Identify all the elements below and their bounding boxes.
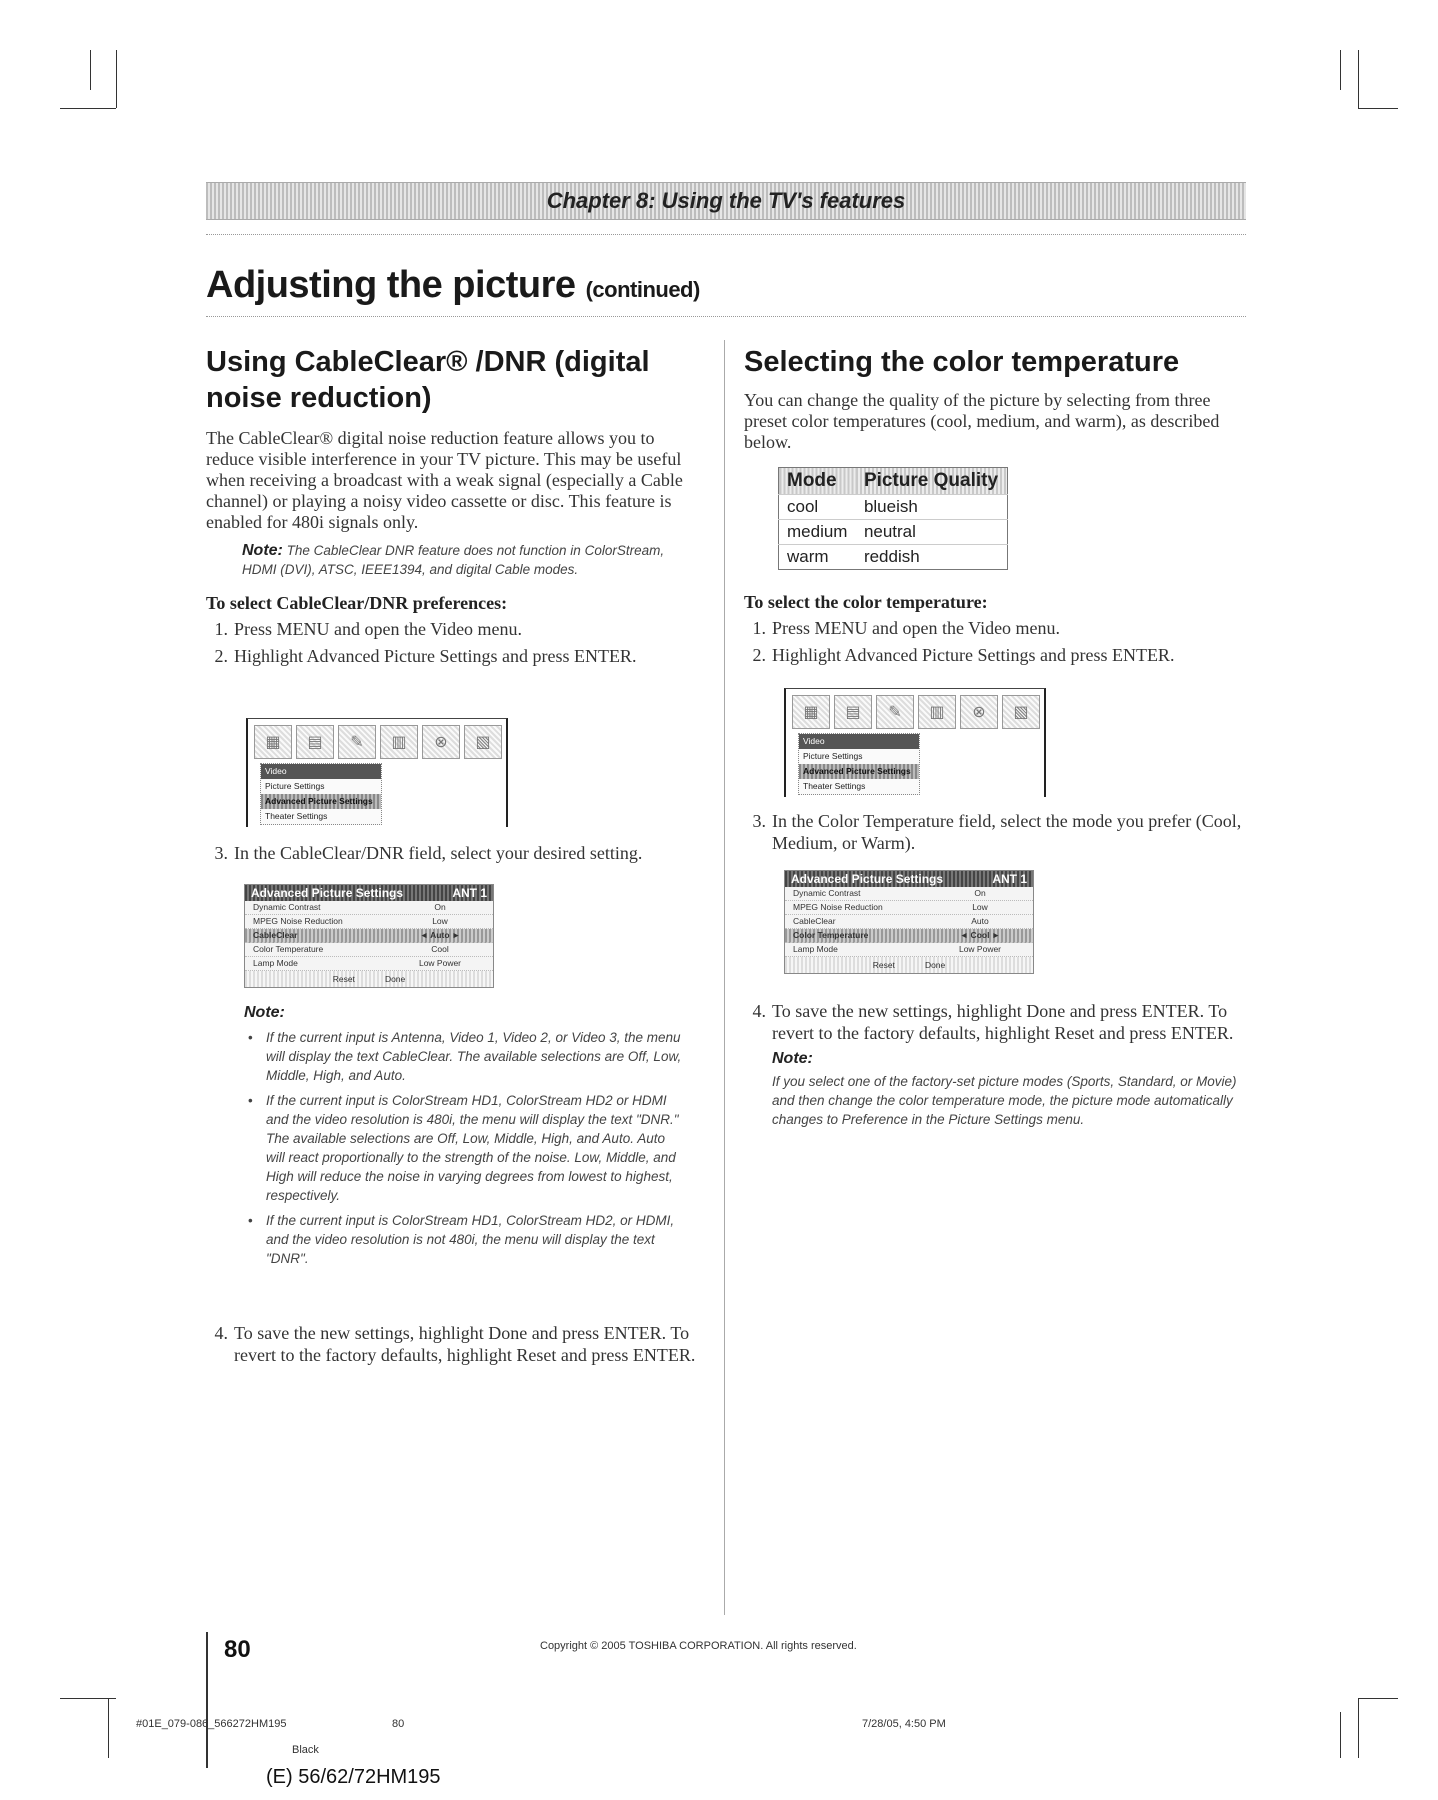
step-number: 3. (752, 811, 766, 831)
note-block (744, 1050, 1244, 1129)
step-3 (206, 842, 696, 864)
color-separation: Black (292, 1744, 319, 1756)
crop-mark (1358, 50, 1359, 108)
note-text: The CableClear DNR feature does not function in ColorStream, HDMI (DVI), ATSC, IEEE1394, and digital Cable modes. (242, 543, 665, 577)
input-badge: ANT 1 (452, 886, 487, 900)
note-bullet: • If the current input is ColorStream HD1, ColorStream HD2 or HDMI and the video resolution is 480i, the menu will display the text "DNR." The available selections are Off, Low, Middle, High, and Auto. Auto will react proportionally to the strength of the noise. Low, Middle, and High will reduce the noise in varying degrees from lowest to highest, respectively. (244, 1091, 684, 1205)
left-step-4-wrap (206, 1322, 696, 1366)
table-cell: neutral (856, 520, 1008, 545)
chapter-banner (206, 182, 1246, 220)
done-button[interactable]: Done (384, 974, 406, 984)
note-block (206, 541, 696, 579)
crop-mark (1358, 108, 1398, 109)
right-step-3-wrap (744, 810, 1244, 854)
advanced-menu-title-text: Advanced Picture Settings (251, 886, 404, 900)
crop-mark (1358, 1698, 1398, 1699)
menu-item-theater-settings[interactable]: Theater Settings (265, 811, 328, 821)
video-menu-screenshot (784, 688, 1046, 797)
reset-button[interactable]: Reset (872, 960, 895, 970)
setup-icon: ▥ (918, 695, 956, 729)
copyright: Copyright © 2005 TOSHIBA CORPORATION. All rights reserved. (540, 1640, 857, 1652)
heading-rule-bottom (206, 316, 1246, 317)
done-button[interactable]: Done (924, 960, 946, 970)
step-number: 4. (214, 1323, 228, 1343)
menu-item-picture-settings[interactable]: Picture Settings (265, 781, 325, 791)
menu-header: Video (799, 734, 919, 749)
setting-row-dynamic-contrast[interactable]: Dynamic Contrast On (245, 901, 493, 915)
menu-header: Video (261, 764, 381, 779)
reset-button[interactable]: Reset (332, 974, 355, 984)
advanced-menu-footer (785, 957, 1033, 973)
table-cell: cool (779, 495, 856, 520)
step-text: Press MENU and open the Video menu. (234, 619, 523, 639)
preferences-icon: ▧ (1002, 695, 1040, 729)
setting-row-dynamic-contrast[interactable]: Dynamic Contrast On (785, 887, 1033, 901)
step-4 (744, 1000, 1244, 1044)
cableclear-intro: The CableClear® digital noise reduction feature allows you to reduce visible interference in your TV picture. This may be useful when receiving a broadcast with a weak signal (especially a Cable channel) or playing a noisy video cassette or disc. This feature is enabled for 480i signals only. (206, 428, 683, 532)
setting-row-color-temperature[interactable]: Color Temperature Cool (245, 943, 493, 957)
page-title (206, 264, 700, 307)
step-2 (206, 645, 696, 667)
advanced-settings-screenshot (784, 870, 1034, 974)
note-bullet: • If the current input is ColorStream HD1, ColorStream HD2, or HDMI, and the video resolution is not 480i, the menu will display the text "DNR". (244, 1211, 684, 1268)
menu-icon-row (792, 695, 1040, 729)
step-number: 1. (752, 618, 766, 638)
left-column (206, 344, 696, 667)
page-number: 80 (224, 1636, 251, 1663)
preferences-icon: ▧ (464, 725, 502, 759)
crop-mark (90, 50, 91, 90)
table-cell: warm (779, 545, 856, 570)
step-text: In the Color Temperature field, select the mode you prefer (Cool, Medium, or Warm). (772, 811, 1242, 853)
setup-icon: ▥ (380, 725, 418, 759)
wrench-icon: ✎ (876, 695, 914, 729)
advanced-menu-footer (245, 971, 493, 987)
step-number: 2. (752, 645, 766, 665)
video-menu-screenshot (246, 718, 508, 827)
crop-mark (116, 50, 117, 108)
note-text: If you select one of the factory-set picture modes (Sports, Standard, or Movie) and then change the color temperature mode, the picture mode automatically changes to Preference in the Picture Settings menu. (772, 1074, 1237, 1127)
step-text: To save the new settings, highlight Done and press ENTER. To revert to the factory defaults, highlight Reset and press ENTER. (234, 1323, 696, 1365)
step-4 (206, 1322, 696, 1366)
step-text: To save the new settings, highlight Done and press ENTER. To revert to the factory defaults, highlight Reset and press ENTER. (772, 1001, 1234, 1043)
file-page: 80 (392, 1718, 405, 1730)
video-icon: ▦ (254, 725, 292, 759)
mode-table (778, 467, 1008, 570)
step-1 (744, 617, 1244, 639)
lock-icon: ⊗ (422, 725, 460, 759)
table-header-row (779, 468, 1008, 495)
crop-mark (1340, 1712, 1341, 1758)
right-column (744, 344, 1244, 453)
model-number: (E) 56/62/72HM195 (266, 1766, 441, 1788)
right-step-4-wrap (744, 1000, 1244, 1129)
advanced-settings-screenshot (244, 884, 494, 988)
page-title-suffix: (continued) (585, 277, 700, 302)
table-row (779, 545, 1008, 570)
setting-row-cableclear[interactable]: CableClear ◄ Auto ► (245, 929, 493, 943)
file-info: #01E_079-086_566272HM195 (136, 1718, 287, 1730)
note-bullet: • If the current input is Antenna, Video 1, Video 2, or Video 3, the menu will display the text CableClear. The available selections are Off, Low, Middle, High, and Auto. (244, 1028, 684, 1085)
table-header: Mode (779, 468, 856, 495)
table-header: Picture Quality (856, 468, 1008, 495)
note-label: Note: (242, 542, 283, 559)
table-cell: medium (779, 520, 856, 545)
setting-row-color-temperature[interactable]: Color Temperature ◄ Cool ► (785, 929, 1033, 943)
setting-row-lamp-mode[interactable]: Lamp Mode Low Power (245, 957, 493, 971)
note-label: Note: (772, 1050, 813, 1067)
step-2 (744, 644, 1244, 666)
crop-mark (1358, 1698, 1359, 1758)
table-row (779, 495, 1008, 520)
advanced-menu-title-text: Advanced Picture Settings (791, 872, 944, 886)
setting-row-cableclear[interactable]: CableClear Auto (785, 915, 1033, 929)
chapter-title: Chapter 8: Using the TV's features (546, 188, 906, 213)
step-3 (744, 810, 1244, 854)
advanced-menu-title (785, 871, 1033, 887)
step-number: 1. (214, 619, 228, 639)
crop-mark (108, 1698, 109, 1758)
advanced-menu-title (245, 885, 493, 901)
subhead-color-temperature: To select the color temperature: (744, 592, 988, 612)
menu-item-theater-settings[interactable]: Theater Settings (803, 781, 866, 791)
menu-item-advanced-picture-settings[interactable]: Advanced Picture Settings (799, 764, 919, 779)
grid-icon: ▤ (296, 725, 334, 759)
video-menu-list (798, 733, 920, 795)
step-number: 2. (214, 646, 228, 666)
section-heading-color-temperature: Selecting the color temperature (744, 346, 1180, 378)
wrench-icon: ✎ (338, 725, 376, 759)
page-title-text: Adjusting the picture (206, 264, 576, 306)
step-1 (206, 618, 696, 640)
setting-row-mpeg-nr[interactable]: MPEG Noise Reduction Low (785, 901, 1033, 915)
step-text: In the CableClear/DNR field, select your desired setting. (234, 843, 643, 863)
note-label: Note: (244, 1004, 285, 1021)
color-temp-intro: You can change the quality of the picture by selecting from three preset color temperatures (cool, medium, and warm), as described below. (744, 390, 1220, 452)
video-icon: ▦ (792, 695, 830, 729)
step-text: Press MENU and open the Video menu. (772, 618, 1061, 638)
footer-rule (206, 1632, 208, 1768)
section-heading-cableclear: Using CableClear® /DNR (digital noise reduction) (206, 346, 650, 414)
heading-rule-top (206, 234, 1246, 235)
column-divider (724, 340, 725, 1615)
right-steps-1-2 (744, 592, 1244, 666)
step-text: Highlight Advanced Picture Settings and press ENTER. (234, 646, 637, 666)
menu-item-picture-settings[interactable]: Picture Settings (803, 751, 863, 761)
crop-mark (1340, 50, 1341, 90)
left-notes (244, 1004, 684, 1268)
table-cell: reddish (856, 545, 1008, 570)
step-number: 4. (752, 1001, 766, 1021)
lock-icon: ⊗ (960, 695, 998, 729)
grid-icon: ▤ (834, 695, 872, 729)
setting-row-lamp-mode[interactable]: Lamp Mode Low Power (785, 943, 1033, 957)
step-text: Highlight Advanced Picture Settings and press ENTER. (772, 645, 1175, 665)
menu-item-advanced-picture-settings[interactable]: Advanced Picture Settings (261, 794, 381, 809)
table-cell: blueish (856, 495, 1008, 520)
video-menu-list (260, 763, 382, 825)
menu-icon-row (254, 725, 502, 759)
subhead-cableclear: To select CableClear/DNR preferences: (206, 593, 508, 613)
table-row (779, 520, 1008, 545)
timestamp: 7/28/05, 4:50 PM (862, 1718, 946, 1730)
left-step-3-wrap (206, 842, 696, 864)
crop-mark (60, 108, 116, 109)
setting-row-mpeg-nr[interactable]: MPEG Noise Reduction Low (245, 915, 493, 929)
input-badge: ANT 1 (992, 872, 1027, 886)
step-number: 3. (214, 843, 228, 863)
